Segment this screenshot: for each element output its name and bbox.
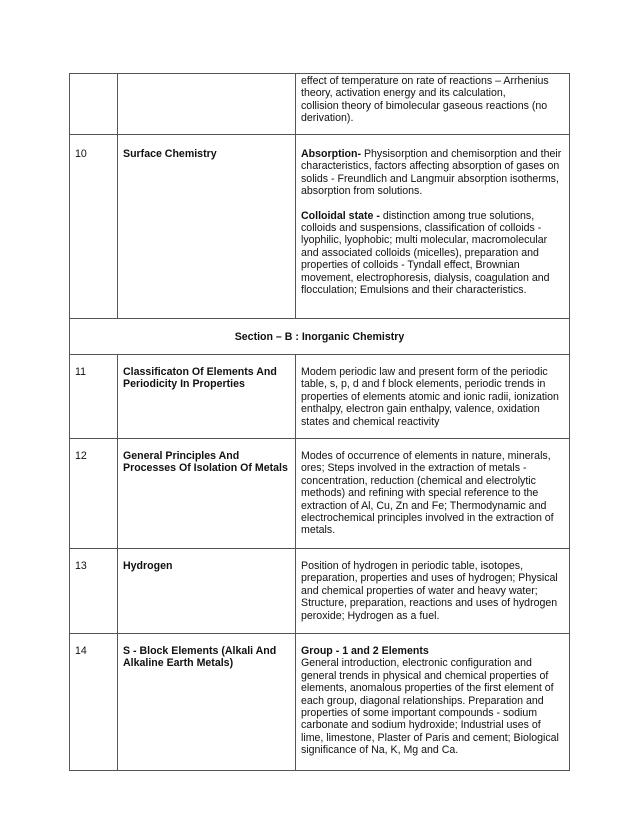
number-cell: 14 [70,634,118,771]
content-cell: Position of hydrogen in periodic table, isotopes, preparation, properties and uses of hydrogen; Physical and chemical properties of water and heavy water; Structure, preparation, reactions and uses of hydrogen peroxide; Hydrogen as a fuel. [296,549,570,634]
paragraph [301,148,564,198]
topic-cell: Surface Chemistry [118,135,296,319]
section-row [70,319,570,355]
table-row [70,439,570,549]
topic-cell: Hydrogen [118,549,296,634]
number-cell: 11 [70,355,118,439]
paragraph [301,210,564,297]
group-heading: Group - 1 and 2 Elements [301,645,429,657]
table-row [70,135,570,319]
number-cell [70,74,118,135]
table-row [70,549,570,634]
table-row [70,74,570,135]
table-row [70,634,570,771]
number-cell: 12 [70,439,118,549]
number-cell: 10 [70,135,118,319]
content-cell [296,634,570,771]
content-cell: Modem periodic law and present form of the periodic table, s, p, d and f block elements, periodic trends in properties of elements atomic and ionic radii, ionization enthalpy, electron gain enthalpy, valence, oxidation states and chemical reactivity [296,355,570,439]
topic-cell [118,74,296,135]
content-cell: Modes of occurrence of elements in nature, minerals, ores; Steps involved in the extraction of metals - concentration, reduction (chemical and electrolytic methods) and refining with special reference to the extraction of Al, Cu, Zn and Fe; Thermodynamic and electrochemical principles involved in the extraction of metals. [296,439,570,549]
content-cell [296,135,570,319]
paragraph-heading: Colloidal state - [301,209,380,222]
syllabus-table [69,73,570,771]
paragraph-text: Physisorption and chemisorption and their characteristics, factors affecting absorption of gases on solids - Freundlich and Langmuir absorption isotherms, absorption from solutions. [301,148,562,198]
paragraph-heading: Absorption- [301,148,362,160]
topic-cell: Classificaton Of Elements And Periodicity In Properties [118,355,296,439]
content-cell [296,74,570,135]
topic-cell: S - Block Elements (Alkali And Alkaline Earth Metals) [118,634,296,771]
table-row [70,355,570,439]
content-line: effect of temperature on rate of reactions – Arrhenius theory, activation energy and its calculation, [301,75,549,100]
content-text: General introduction, electronic configuration and general trends in physical and chemical properties of elements, anomalous properties of the first element of each group, diagonal relationships. Preparation and properties of some important compounds - sodium carbonate and sodium hydroxide; Industrial uses of lime, limestone, Plaster of Paris and cement; Biological significance of Na, K, Mg and Ca. [301,657,559,757]
section-heading: Section – B : Inorganic Chemistry [70,319,570,355]
content-line: collision theory of bimolecular gaseous reactions (no derivation). [301,99,548,125]
number-cell: 13 [70,549,118,634]
paragraph-text: distinction among true solutions, colloids and suspensions, classification of colloids - lyophilic, lyophobic; multi molecular, macromolecular and associated colloids (micelles), preparation and properties of colloids - Tyndall effect, Brownian movement, electrophoresis, dialysis, coagulation and flocculation; Emulsions and their characteristics. [301,209,550,297]
topic-cell: General Principles And Processes Of Isolation Of Metals [118,439,296,549]
